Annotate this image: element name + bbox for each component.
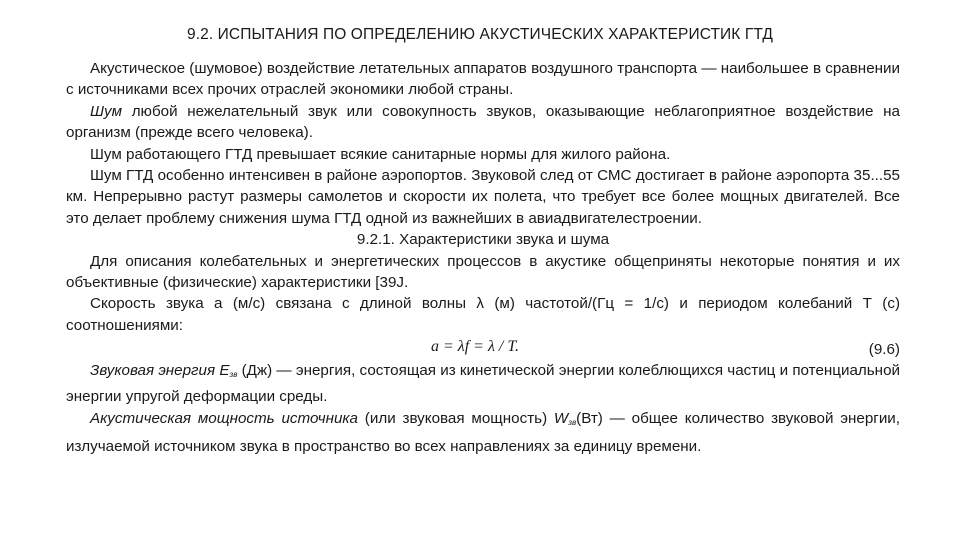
term-sound-energy <box>90 362 237 379</box>
symbol-w <box>554 410 576 427</box>
term-acoustic-power: Акустическая мощность источника <box>90 410 359 428</box>
paragraph-sound-energy <box>66 360 900 407</box>
paragraph-airport-noise: Шум ГТД особенно интенсивен в районе аэропортов. Звуковой след от СМС достигает в районе аэропорта 35...55 км. Непрерывно растут размеры самолетов и скорости их полета, что требует все более мощных двигателей. Все это делает проблему снижения шума ГТД одной из важнейших в авиадвигателестроении. <box>66 167 900 227</box>
term-sound-energy-subscript: зв <box>229 370 238 380</box>
equation-number: (9.6) <box>868 341 900 359</box>
term-noise: Шум <box>90 102 122 120</box>
symbol-w-letter: W <box>553 410 569 428</box>
subsection-title: 9.2.1. Характеристики звука и шума <box>356 231 610 249</box>
paragraph-sound-speed: Скорость звука а (м/с) связана с длиной волны λ (м) частотой/(Гц = 1/с) и периодом колебаний Т (с) соотношениями: <box>66 295 900 334</box>
paragraph-gtd-noise: Шум работающего ГТД превышает всякие санитарные нормы для жилого района. <box>90 145 671 163</box>
paragraph-acoustic-power <box>66 407 900 458</box>
acoustic-power-text-b: (Вт) — общее количество звуковой энергии, излучаемой источником звука в пространство во всех направлениях за единицу времени. <box>66 410 901 455</box>
symbol-w-subscript: зв <box>568 418 577 428</box>
acoustic-power-text-a: (или звуковая мощность) <box>358 410 554 428</box>
sound-energy-text: (Дж) — энергия, состоящая из кинетической энергии колеблющихся частиц и потенциальной энергии упругой деформации среды. <box>66 362 900 405</box>
formula: a = λf = λ / T. <box>431 338 520 356</box>
noise-definition-text: любой нежелательный звук или совокупность звуков, оказывающие неблагоприятное воздействие на организм (прежде всего человека). <box>66 102 900 142</box>
paragraph-concepts: Для описания колебательных и энергетических процессов в акустике общеприняты некоторые понятия и их объективные (физические) характеристики [39J. <box>66 252 900 292</box>
paragraph-acoustic-impact: Акустическое (шумовое) воздействие летательных аппаратов воздушного транспорта — наибольшее в сравнении с источниками всех прочих отраслей экономики любой страны. <box>66 60 900 99</box>
term-sound-energy-text: Звуковая энергия E <box>90 362 230 380</box>
body-text <box>66 58 900 458</box>
paragraph-noise-definition <box>66 101 900 144</box>
formula-row <box>66 336 900 360</box>
section-title: 9.2. ИСПЫТАНИЯ ПО ОПРЕДЕЛЕНИЮ АКУСТИЧЕСКИХ ХАРАКТЕРИСТИК ГТД <box>187 26 773 43</box>
